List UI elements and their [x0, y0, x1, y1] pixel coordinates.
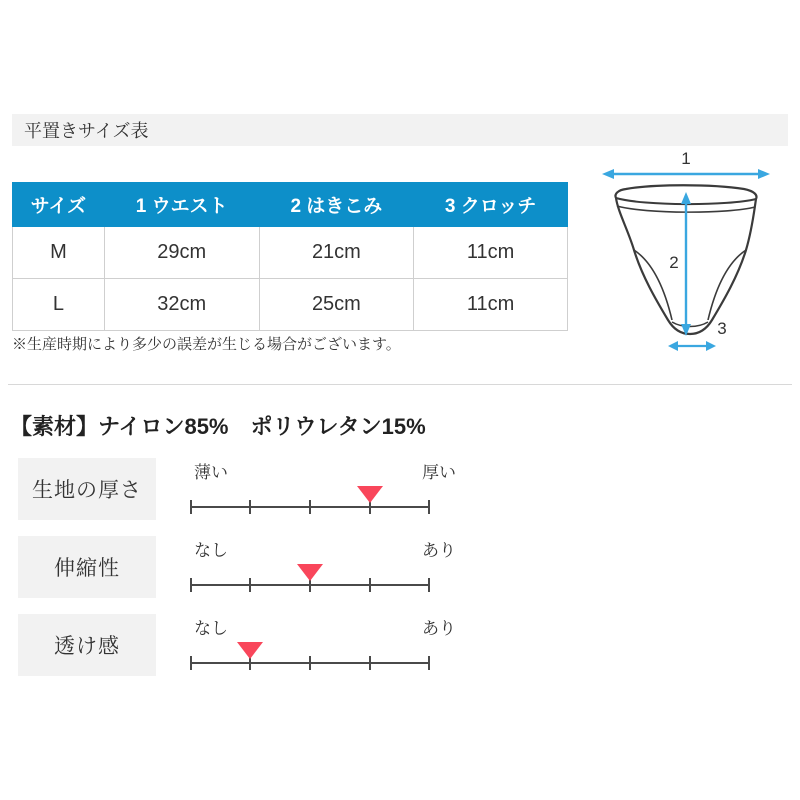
- cell-crotch: 11cm: [414, 279, 568, 331]
- svg-text:2: 2: [669, 253, 679, 272]
- property-row-thickness: [18, 458, 618, 520]
- svg-text:1: 1: [681, 150, 691, 168]
- cell-crotch: 11cm: [414, 227, 568, 279]
- cell-size: M: [13, 227, 105, 279]
- axis-tick: [369, 578, 371, 592]
- scale-max-label: あり: [422, 541, 456, 560]
- scale-marker: [237, 642, 263, 659]
- size-table-body: [13, 227, 568, 331]
- property-label: 伸縮性: [18, 536, 156, 598]
- scale-min-label: 薄い: [194, 463, 228, 482]
- cell-waist: 29cm: [104, 227, 259, 279]
- scale-marker: [297, 564, 323, 581]
- property-row-sheerness: [18, 614, 618, 676]
- axis-tick: [428, 500, 430, 514]
- axis-tick: [428, 656, 430, 670]
- size-table-header: [12, 114, 788, 146]
- material-text: 【素材】ナイロン85% ポリウレタン15%: [10, 414, 426, 439]
- cell-waist: 32cm: [104, 279, 259, 331]
- size-table-header-label: 平置きサイズ表: [24, 121, 149, 141]
- size-table: [12, 182, 568, 331]
- scale-axis: [190, 578, 430, 592]
- axis-tick: [190, 656, 192, 670]
- axis-tick: [190, 500, 192, 514]
- scale-min-label: なし: [194, 541, 228, 560]
- column-header-waist: 1 ウエスト: [104, 183, 259, 227]
- cell-size: L: [13, 279, 105, 331]
- property-scale: [190, 614, 460, 676]
- size-note: ※生産時期により多少の誤差が生じる場合がございます。: [12, 336, 401, 353]
- axis-tick: [369, 656, 371, 670]
- axis-tick: [249, 500, 251, 514]
- axis-tick: [428, 578, 430, 592]
- column-header-crotch: 3 クロッチ: [414, 183, 568, 227]
- property-row-stretch: [18, 536, 618, 598]
- axis-tick: [309, 656, 311, 670]
- cell-rise: 21cm: [259, 227, 414, 279]
- property-scale: [190, 536, 460, 598]
- property-scale: [190, 458, 460, 520]
- scale-marker: [357, 486, 383, 503]
- cell-rise: 25cm: [259, 279, 414, 331]
- section-divider: [8, 384, 792, 385]
- scale-max-label: 厚い: [422, 463, 456, 482]
- scale-min-label: なし: [194, 619, 228, 638]
- table-row: [13, 279, 568, 331]
- scale-max-label: あり: [422, 619, 456, 638]
- size-table-head: [13, 183, 568, 227]
- table-row: [13, 227, 568, 279]
- axis-tick: [249, 578, 251, 592]
- property-label: 生地の厚さ: [18, 458, 156, 520]
- column-header-rise: 2 はきこみ: [259, 183, 414, 227]
- axis-tick: [309, 500, 311, 514]
- column-header-size: サイズ: [13, 183, 105, 227]
- property-label: 透け感: [18, 614, 156, 676]
- table-header-row: [13, 183, 568, 227]
- panty-measurement-diagram: [594, 150, 790, 370]
- scale-axis: [190, 500, 430, 514]
- svg-text:3: 3: [717, 319, 727, 338]
- axis-tick: [190, 578, 192, 592]
- scale-axis: [190, 656, 430, 670]
